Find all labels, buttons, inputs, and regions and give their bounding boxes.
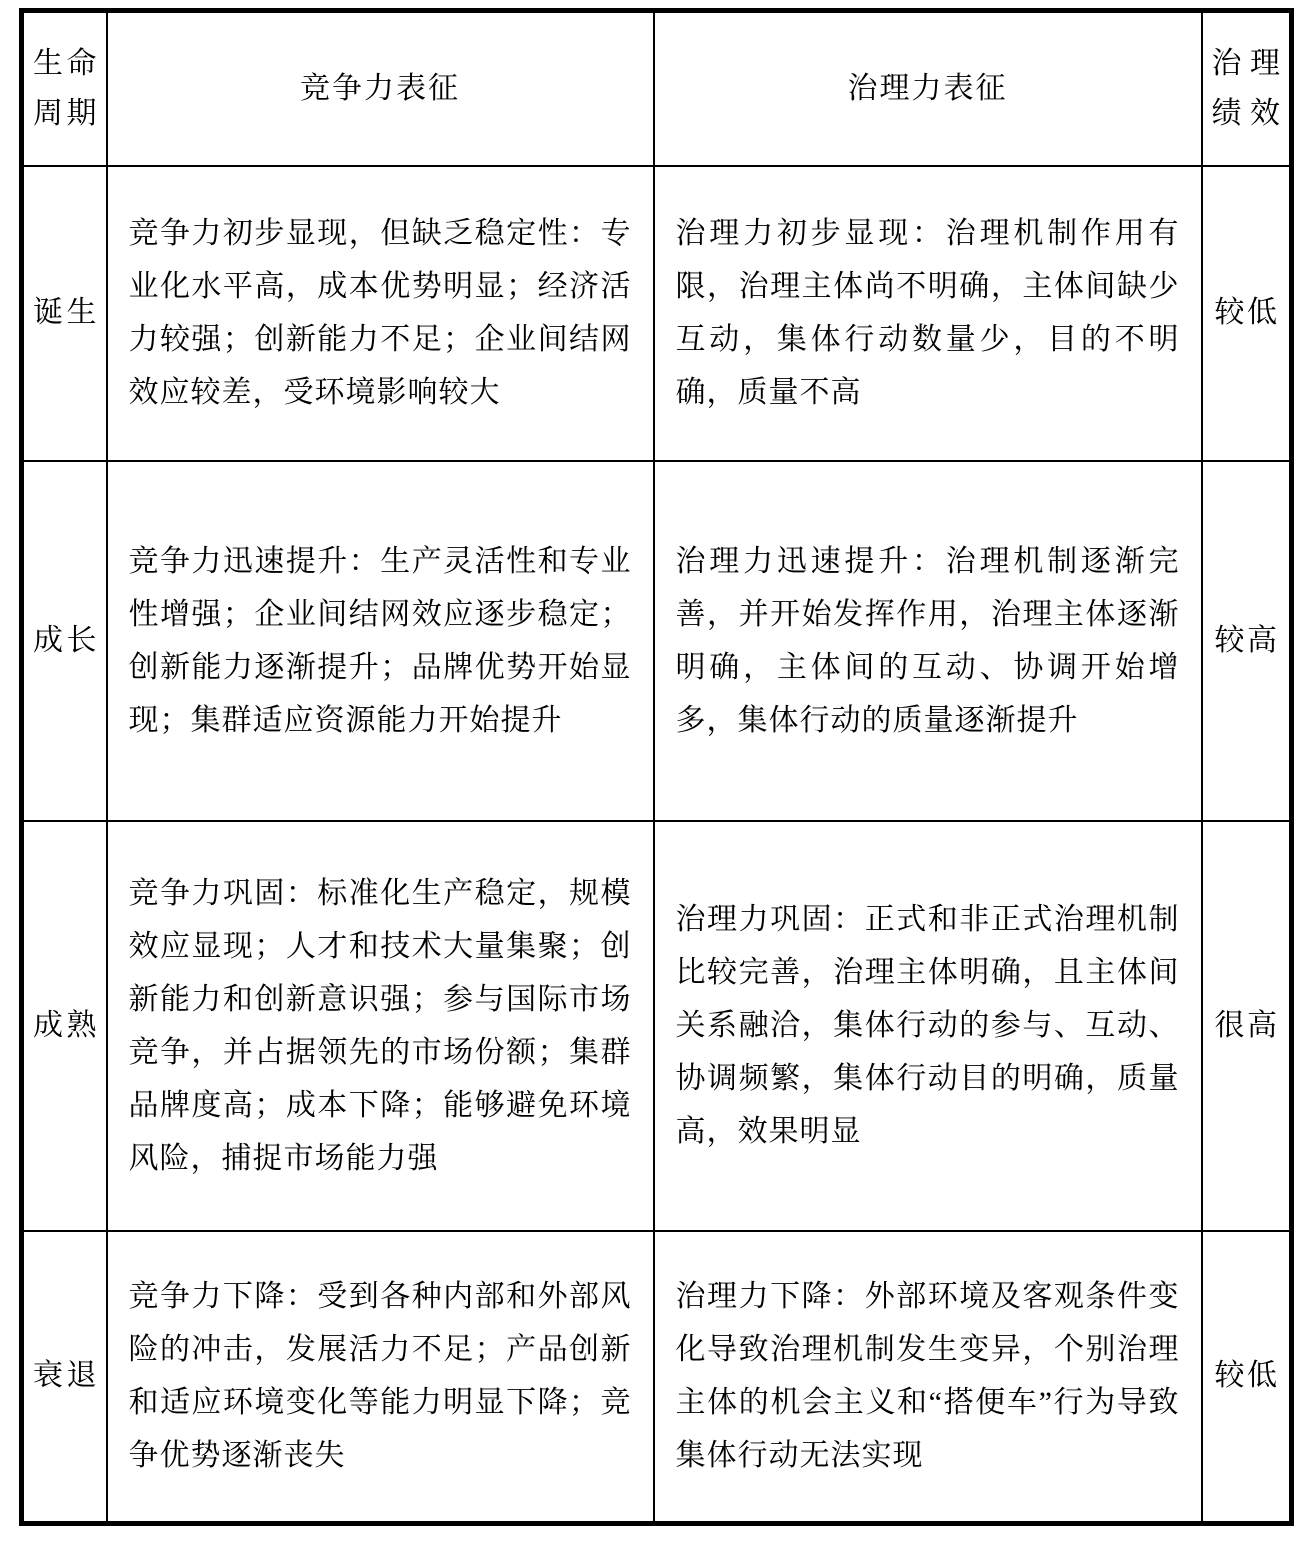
competitiveness-cell: 竞争力初步显现，但缺乏稳定性：专业化水平高，成本优势明显；经济活力较强；创新能力不足；企业间结网效应较差，受环境影响较大 — [107, 166, 654, 461]
table-row-birth — [22, 166, 1292, 461]
cluster-lifecycle-table — [19, 8, 1294, 1526]
header-governance: 治理力表征 — [654, 11, 1202, 166]
governance-cell: 治理力初步显现：治理机制作用有限，治理主体尚不明确，主体间缺少互动，集体行动数量少，目的不明确，质量不高 — [654, 166, 1202, 461]
governance-cell: 治理力下降：外部环境及客观条件变化导致治理机制发生变异，个别治理主体的机会主义和“搭便车”行为导致集体行动无法实现 — [654, 1231, 1202, 1524]
performance-cell: 较高 — [1202, 461, 1292, 821]
performance-cell: 较低 — [1202, 166, 1292, 461]
header-row — [22, 11, 1292, 166]
header-performance: 治理绩效 — [1202, 11, 1292, 166]
stage-cell: 成长 — [22, 461, 107, 821]
competitiveness-cell: 竞争力迅速提升：生产灵活性和专业性增强；企业间结网效应逐步稳定；创新能力逐渐提升；品牌优势开始显现；集群适应资源能力开始提升 — [107, 461, 654, 821]
table-row-maturity — [22, 821, 1292, 1231]
stage-cell: 衰退 — [22, 1231, 107, 1524]
competitiveness-cell: 竞争力下降：受到各种内部和外部风险的冲击，发展活力不足；产品创新和适应环境变化等能力明显下降；竞争优势逐渐丧失 — [107, 1231, 654, 1524]
performance-cell: 很高 — [1202, 821, 1292, 1231]
performance-cell: 较低 — [1202, 1231, 1292, 1524]
stage-cell: 成熟 — [22, 821, 107, 1231]
header-life-cycle: 生命周期 — [22, 11, 107, 166]
stage-cell: 诞生 — [22, 166, 107, 461]
table-row-growth — [22, 461, 1292, 821]
table-row-decline — [22, 1231, 1292, 1524]
header-competitiveness: 竞争力表征 — [107, 11, 654, 166]
competitiveness-cell: 竞争力巩固：标准化生产稳定，规模效应显现；人才和技术大量集聚；创新能力和创新意识强；参与国际市场竞争，并占据领先的市场份额；集群品牌度高；成本下降；能够避免环境风险，捕捉市场能力强 — [107, 821, 654, 1231]
governance-cell: 治理力迅速提升：治理机制逐渐完善，并开始发挥作用，治理主体逐渐明确，主体间的互动、协调开始增多，集体行动的质量逐渐提升 — [654, 461, 1202, 821]
governance-cell: 治理力巩固：正式和非正式治理机制比较完善，治理主体明确，且主体间关系融洽，集体行动的参与、互动、协调频繁，集体行动目的明确，质量高，效果明显 — [654, 821, 1202, 1231]
